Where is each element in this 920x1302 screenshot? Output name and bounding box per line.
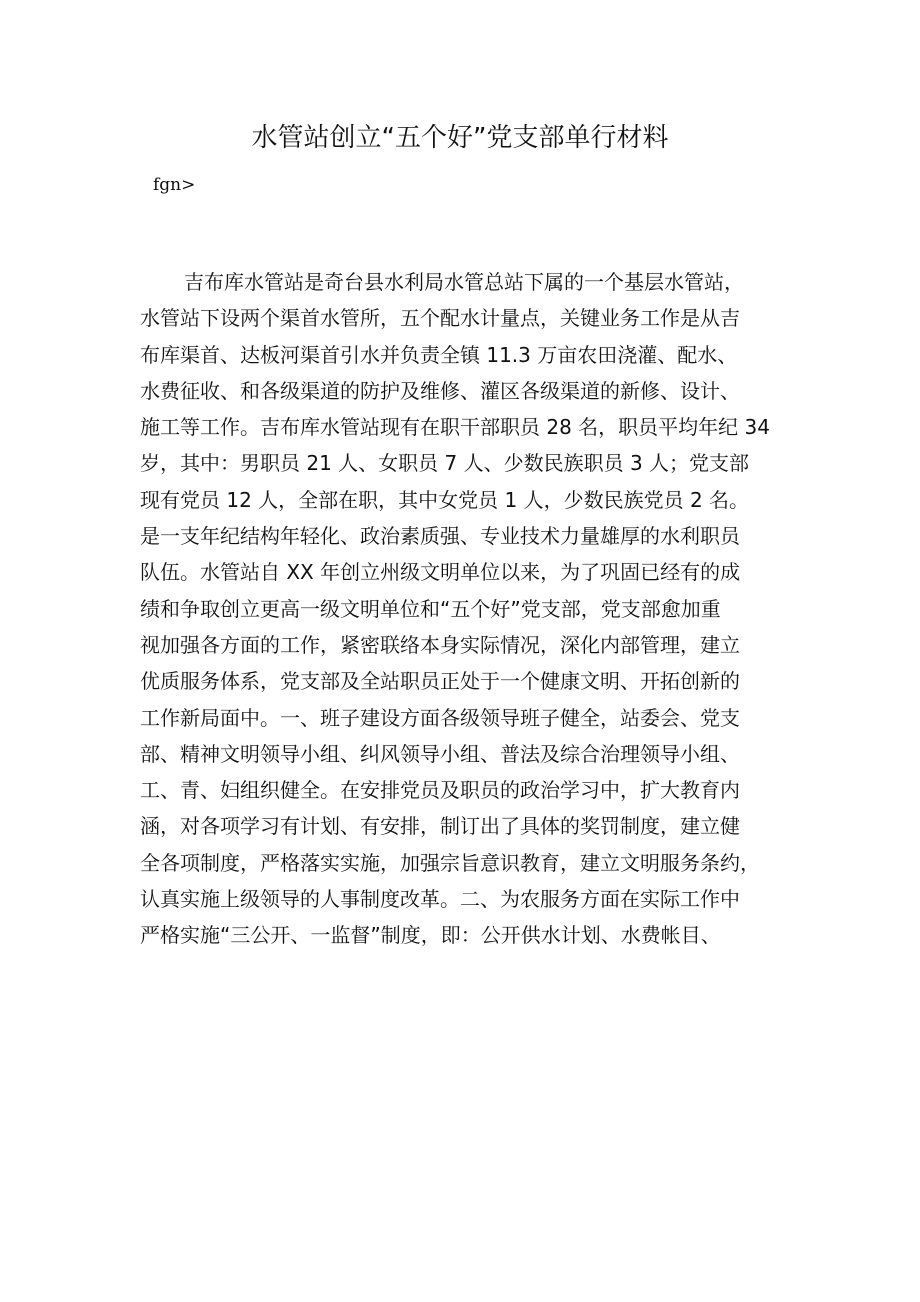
paragraph-line: 涵，对各项学习有计划、有安排，制订出了具体的奖罚制度，建立健 (140, 814, 740, 839)
paragraph-line: 水费征收、和各级渠道的防护及维修、灌区各级渠道的新修、设计、 (140, 378, 740, 403)
paragraph-line: 严格实施“三公开、一监督”制度，即：公开供水计划、水费帐目、 (140, 923, 721, 948)
paragraph-line: 吉布库水管站是奇台县水利局水管总站下属的一个基层水管站， (184, 270, 744, 294)
paragraph-line: 工、青、妇组织健全。在安排党员及职员的政治学习中，扩大教育内 (140, 778, 740, 803)
paragraph-line: 是一支年纪结构年轻化、政治素质强、专业技术力量雄厚的水利职员 (140, 524, 740, 549)
paragraph-line: 水管站下设两个渠首水管所，五个配水计量点，关键业务工作是从吉 (140, 306, 740, 331)
paragraph-line: 施工等工作。吉布库水管站现有在职干部职员 28 名，职员平均年纪 34 (140, 415, 770, 440)
paragraph-line: 绩和争取创立更高一级文明单位和“五个好”党支部，党支部愈加重 (140, 596, 721, 621)
paragraph-line: 布库渠首、达板河渠首引水并负责全镇 11.3 万亩农田浇灌、配水、 (140, 342, 738, 367)
paragraph-line: 全各项制度，严格落实实施，加强宗旨意识教育，建立文明服务条约， (140, 850, 760, 875)
paragraph-line: 视加强各方面的工作，紧密联络本身实际情况，深化内部管理，建立 (140, 632, 740, 657)
paragraph-line: 部、精神文明领导小组、纠风领导小组、普法及综合治理领导小组、 (140, 741, 740, 766)
document-body (140, 264, 800, 954)
paragraph-line: 现有党员 12 人，全部在职，其中女党员 1 人，少数民族党员 2 名。 (140, 487, 750, 512)
paragraph-line: 岁，其中：男职员 21 人、女职员 7 人、少数民族职员 3 人；党支部 (140, 451, 750, 476)
paragraph-line: 工作新局面中。一、班子建设方面各级领导班子健全，站委会、党支 (140, 705, 740, 730)
paragraph-line: 优质服务体系，党支部及全站职员正处于一个健康文明、开拓创新的 (140, 669, 740, 694)
paragraph-line: 认真实施上级领导的人事制度改革。二、为农服务方面在实际工作中 (140, 887, 740, 912)
document-subtitle: fgn> (153, 175, 196, 195)
document-title: 水管站创立“五个好”党支部单行材料 (251, 123, 669, 153)
paragraph-line: 队伍。水管站自 XX 年创立州级文明单位以来，为了巩固已经有的成 (140, 560, 741, 585)
